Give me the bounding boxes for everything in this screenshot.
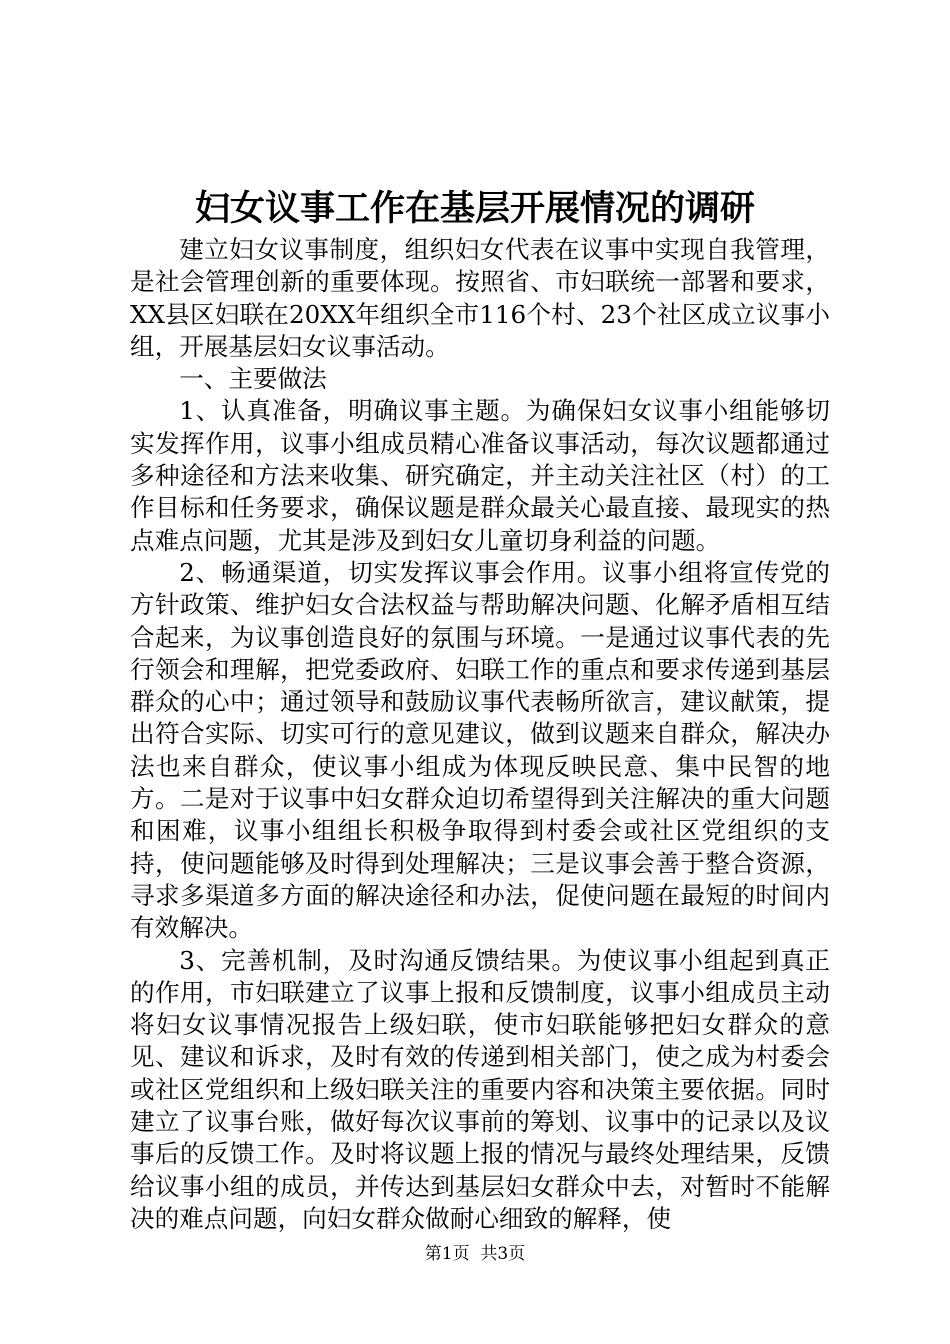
page-number-footer: 第1页 共3页 bbox=[424, 1244, 526, 1264]
document-title: 妇女议事工作在基层开展情况的调研 bbox=[194, 188, 755, 229]
section-heading-main-practices: 一、主要做法 bbox=[179, 364, 327, 394]
paragraph-item-3: 3、完善机制，及时沟通反馈结果。为使议事小组起到真正的作用，市妇联建立了议事上报和反馈制度，议事小组成员主动将妇女议事情况报告上级妇联，使市妇联能够把妇女群众的意见、建议和诉求，及时有效的传递到相关部门，使之成为村委会或社区党组织和上级妇联关注的重要内容和决策主要依据。同时建立了议事台账，做好每次议事前的筹划、议事中的记录以及议事后的反馈工作。及时将议题上报的情况与最终处理结果，反馈给议事小组的成员，并传达到基层妇女群众中去，对暂时不能解决的难点问题，向妇女群众做耐心细致的解释，使 bbox=[130, 945, 830, 1233]
paragraph-item-2: 2、畅通渠道，切实发挥议事会作用。议事小组将宣传党的方针政策、维护妇女合法权益与帮助解决问题、化解矛盾相互结合起来，为议事创造良好的氛围与环境。一是通过议事代表的先行领会和理解，把党委政府、妇联工作的重点和要求传递到基层群众的心中；通过领导和鼓励议事代表畅所欲言，建议献策，提出符合实际、切实可行的意见建议，做到议题来自群众，解决办法也来自群众，使议事小组成为体现反映民意、集中民智的地方。二是对于议事中妇女群众迫切希望得到关注解决的重大问题和困难，议事小组组长积极争取得到村委会或社区党组织的支持，使问题能够及时得到处理解决；三是议事会善于整合资源，寻求多渠道多方面的解决途径和办法，促使问题在最短的时间内有效解决。 bbox=[130, 557, 830, 943]
document-body bbox=[130, 234, 830, 1235]
paragraph-item-1: 1、认真准备，明确议事主题。为确保妇女议事小组能够切实发挥作用，议事小组成员精心准备议事活动，每次议题都通过多种途径和方法来收集、研究确定，并主动关注社区（村）的工作目标和任务要求，确保议题是群众最关心最直接、最现实的热点难点问题，尤其是涉及到妇女儿童切身利益的问题。 bbox=[130, 396, 830, 555]
paragraph-intro: 建立妇女议事制度，组织妇女代表在议事中实现自我管理，是社会管理创新的重要体现。按照省、市妇联统一部署和要求，XX县区妇联在20XX年组织全市116个村、23个社区成立议事小组，开展基层妇女议事活动。 bbox=[130, 235, 830, 361]
